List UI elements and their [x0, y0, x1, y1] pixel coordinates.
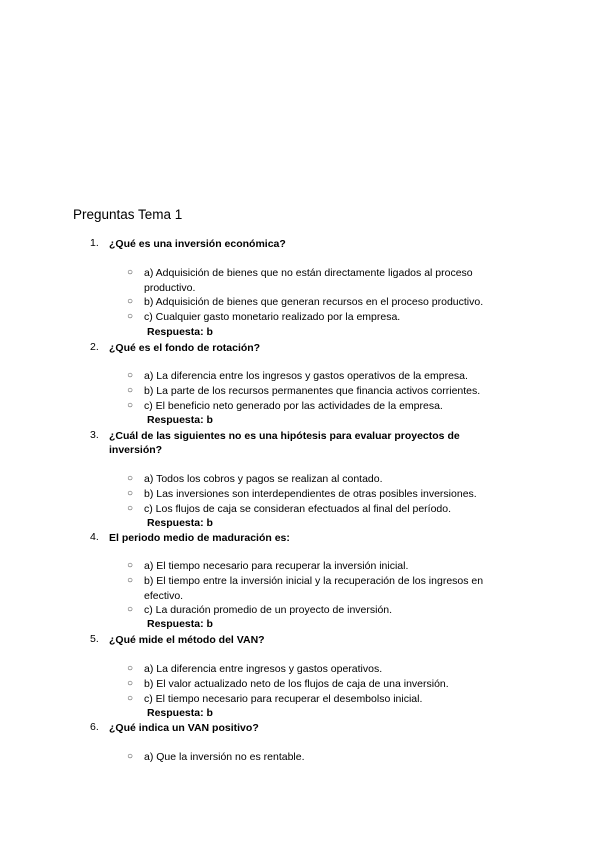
- answer-label: Respuesta: b: [147, 707, 213, 719]
- circle-bullet-icon: ○: [127, 370, 134, 381]
- circle-bullet-icon: ○: [127, 575, 134, 586]
- option-text: b) Adquisición de bienes que generan recursos en el proceso productivo.: [144, 296, 484, 308]
- option-text: a) Todos los cobros y pagos se realizan al contado.: [144, 473, 383, 485]
- option-text: a) El tiempo necesario para recuperar la inversión inicial.: [144, 560, 409, 572]
- question-text: ¿Qué indica un VAN positivo?: [109, 722, 259, 734]
- question-number: 3.: [90, 429, 99, 441]
- question-number: 2.: [90, 341, 99, 353]
- question-text: ¿Qué es el fondo de rotación?: [109, 342, 261, 354]
- option-text: a) La diferencia entre ingresos y gastos operativos.: [144, 663, 383, 675]
- option-text: c) La duración promedio de un proyecto de inversión.: [144, 604, 393, 616]
- circle-bullet-icon: ○: [127, 663, 134, 674]
- option-text: b) La parte de los recursos permanentes que financia activos corrientes.: [144, 385, 481, 397]
- circle-bullet-icon: ○: [127, 385, 134, 396]
- option-text: b) Las inversiones son interdependientes de otras posibles inversiones.: [144, 488, 477, 500]
- question-number: 1.: [90, 237, 99, 249]
- circle-bullet-icon: ○: [127, 400, 134, 411]
- circle-bullet-icon: ○: [127, 267, 134, 278]
- question-text: ¿Qué es una inversión económica?: [109, 238, 286, 250]
- option-text: a) Que la inversión no es rentable.: [144, 751, 305, 763]
- circle-bullet-icon: ○: [127, 751, 134, 762]
- option-text: a) La diferencia entre los ingresos y gastos operativos de la empresa.: [144, 370, 468, 382]
- circle-bullet-icon: ○: [127, 311, 134, 322]
- question-text: ¿Cuál de las siguientes no es una hipótesis para evaluar proyectos de inversión?: [109, 430, 460, 456]
- circle-bullet-icon: ○: [127, 503, 134, 514]
- circle-bullet-icon: ○: [127, 604, 134, 615]
- question-number: 5.: [90, 633, 99, 645]
- answer-label: Respuesta: b: [147, 517, 213, 529]
- option-text: c) Cualquier gasto monetario realizado por la empresa.: [144, 311, 401, 323]
- question-text: El periodo medio de maduración es:: [109, 532, 290, 544]
- option-text: c) El tiempo necesario para recuperar el desembolso inicial.: [144, 693, 423, 705]
- option-text: b) El valor actualizado neto de los flujos de caja de una inversión.: [144, 678, 449, 690]
- circle-bullet-icon: ○: [127, 473, 134, 484]
- option-text: c) Los flujos de caja se consideran efectuados al final del período.: [144, 503, 452, 515]
- question-text: ¿Qué mide el método del VAN?: [109, 634, 265, 646]
- circle-bullet-icon: ○: [127, 678, 134, 689]
- circle-bullet-icon: ○: [127, 693, 134, 704]
- page-title: Preguntas Tema 1: [73, 207, 183, 222]
- answer-label: Respuesta: b: [147, 326, 213, 338]
- circle-bullet-icon: ○: [127, 560, 134, 571]
- option-text: b) El tiempo entre la inversión inicial y la recuperación de los ingresos en efectivo.: [144, 575, 484, 602]
- circle-bullet-icon: ○: [127, 488, 134, 499]
- question-number: 6.: [90, 721, 99, 733]
- answer-label: Respuesta: b: [147, 618, 213, 630]
- option-text: c) El beneficio neto generado por las actividades de la empresa.: [144, 400, 443, 412]
- answer-label: Respuesta: b: [147, 414, 213, 426]
- option-text: a) Adquisición de bienes que no están directamente ligados al proceso productivo.: [144, 267, 473, 294]
- circle-bullet-icon: ○: [127, 296, 134, 307]
- question-number: 4.: [90, 531, 99, 543]
